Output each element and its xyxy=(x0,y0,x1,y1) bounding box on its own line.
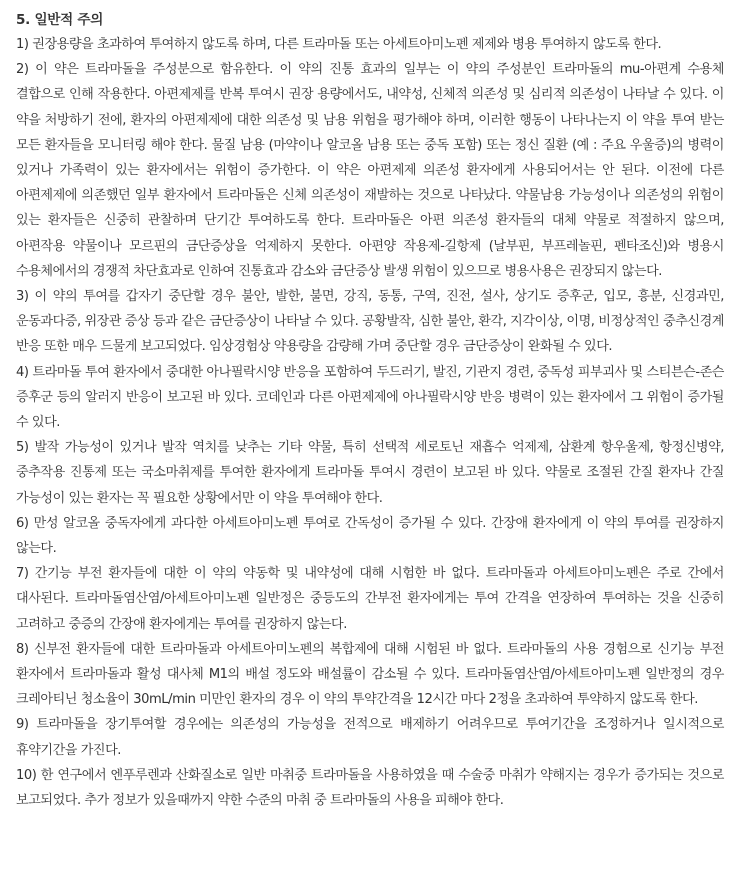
precaution-item-8: 8) 신부전 환자들에 대한 트라마돌과 아세트아미노펜의 복합제에 대해 시험된 바 없다. 트라마돌의 사용 경험으로 신기능 부전 환자에서 트라마돌과 활성 대사체 M1의 배설 정도와 배설률이 감소될 수 있다. 트라마돌염산염/아세트아미노펜 일반정의 경우 크레아티닌 청소율이 30mL/min 미만인 환자의 경우 이 약의 투약간격을 12시간 마다 2정을 초과하여 투약하지 않도록 한다. xyxy=(16,641,724,708)
precaution-item-5: 5) 발작 가능성이 있거나 발작 역치를 낮추는 기타 약물, 특히 선택적 세로토닌 재흡수 억제제, 삼환계 항우울제, 항정신병약, 중추작용 진통제 또는 국소마취제를 투여한 환자에게 트라마돌 투여시 경련이 보고된 바 있다. 약물로 조절된 간질 환자나 간질 가능성이 있는 환자는 꼭 필요한 상황에서만 이 약을 투여해야 한다. xyxy=(16,440,724,506)
precaution-item-1: 1) 권장용량을 초과하여 투여하지 않도록 하며, 다른 트라마돌 또는 아세트아미노펜 제제와 병용 투여하지 않도록 한다. xyxy=(16,37,662,52)
precaution-item-4: 4) 트라마돌 투여 환자에서 중대한 아나필락시양 반응을 포함하여 두드러기, 발진, 기관지 경련, 중독성 피부괴사 및 스티븐슨-존슨 증후군 등의 알러지 반응이 보고된 바 있다. 코데인과 다른 아편제제에 아나필락시양 반응 병력이 있는 환자에서 그 위험이 증가될 수 있다. xyxy=(16,364,724,431)
precaution-item-7: 7) 간기능 부전 환자들에 대한 이 약의 약동학 및 내약성에 대해 시험한 바 없다. 트라마돌과 아세트아미노펜은 주로 간에서 대사된다. 트라마돌염산염/아세트아미노펜 일반정은 중등도의 간부전 환자에게는 투여 간격을 연장하여 투여하는 것을 신중히 고려하고 중증의 간장애 환자에게는 투여를 권장하지 않는다. xyxy=(16,566,724,632)
section-title: 5. 일반적 주의 xyxy=(16,12,104,28)
precaution-item-6: 6) 만성 알코올 중독자에게 과다한 아세트아미노펜 투여로 간독성이 증가될 수 있다. 간장애 환자에게 이 약의 투여를 권장하지 않는다. xyxy=(16,515,724,557)
precaution-item-10: 10) 한 연구에서 엔푸루렌과 산화질소로 일반 마취중 트라마돌을 사용하였을 때 수술중 마취가 약해지는 경우가 증가되는 것으로 보고되었다. 추가 정보가 있을때까지 약한 수준의 마취 중 트라마돌의 사용을 피해야 한다. xyxy=(16,767,724,809)
precaution-item-9: 9) 트라마돌을 장기투여할 경우에는 의존성의 가능성을 전적으로 배제하기 어려우므로 투여기간을 조정하거나 일시적으로 휴약기간을 가진다. xyxy=(16,717,724,758)
precaution-item-3: 3) 이 약의 투여를 갑자기 중단할 경우 불안, 발한, 불면, 강직, 동통, 구역, 진전, 설사, 상기도 증후군, 입모, 흥분, 신경과민, 운동과다증, 위장관 증상 등과 같은 금단증상이 나타날 수 있다. 공황발작, 심한 불안, 환각, 지각이상, 이명, 비정상적인 중추신경계 반응 또한 매우 드물게 보고되었다. 임상경험상 약용량을 감량해 가며 중단할 경우 금단증상이 완화될 수 있다. xyxy=(16,289,724,355)
precaution-item-2: 2) 이 약은 트라마돌을 주성분으로 함유한다. 이 약의 진통 효과의 일부는 이 약의 주성분인 트라마돌의 mu-아편계 수용체 결합으로 인해 작용한다. 아편제제를 반복 투여시 권장 용량에서도, 내약성, 신체적 의존성 및 심리적 의존성이 나타날 수 있다. 이 약을 처방하기 전에, 환자의 아편제제에 대한 의존성 및 남용 위험을 평가해야 하며, 이러한 행동이 나타나는지 이 약을 투여 받는 모든 환자들을 모니터링 해야 한다. 물질 남용 (마약이나 알코올 남용 또는 중독 포함) 또는 정신 질환 (예 : 주요 우울증)의 병력이 있거나 가족력이 있는 환자에서는 위험이 증가한다. 이 약은 아편제제 의존성 환자에게 사용되어서는 안 된다. 이전에 다른 아편제제에 의존했던 일부 환자에서 트라마돌은 신체 의존성이 재발하는 것으로 나타났다. 약물남용 가능성이나 의존성의 위험이 있는 환자들은 신중히 관찰하며 단기간 투여하도록 한다. 트라마돌은 아편 의존성 환자들의 대체 약물로 적절하지 않으며, 아편작용 약물이나 모르핀의 금단증상을 억제하지 못한다. 아편양 작용제-길항제 (날부핀, 부프레놀핀, 펜타조신)와 병용시 수용체에서의 경쟁적 차단효과로 인하여 진통효과 감소와 금단증상 발생 위험이 있으므로 병용사용은 권장되지 않는다. xyxy=(16,62,724,279)
